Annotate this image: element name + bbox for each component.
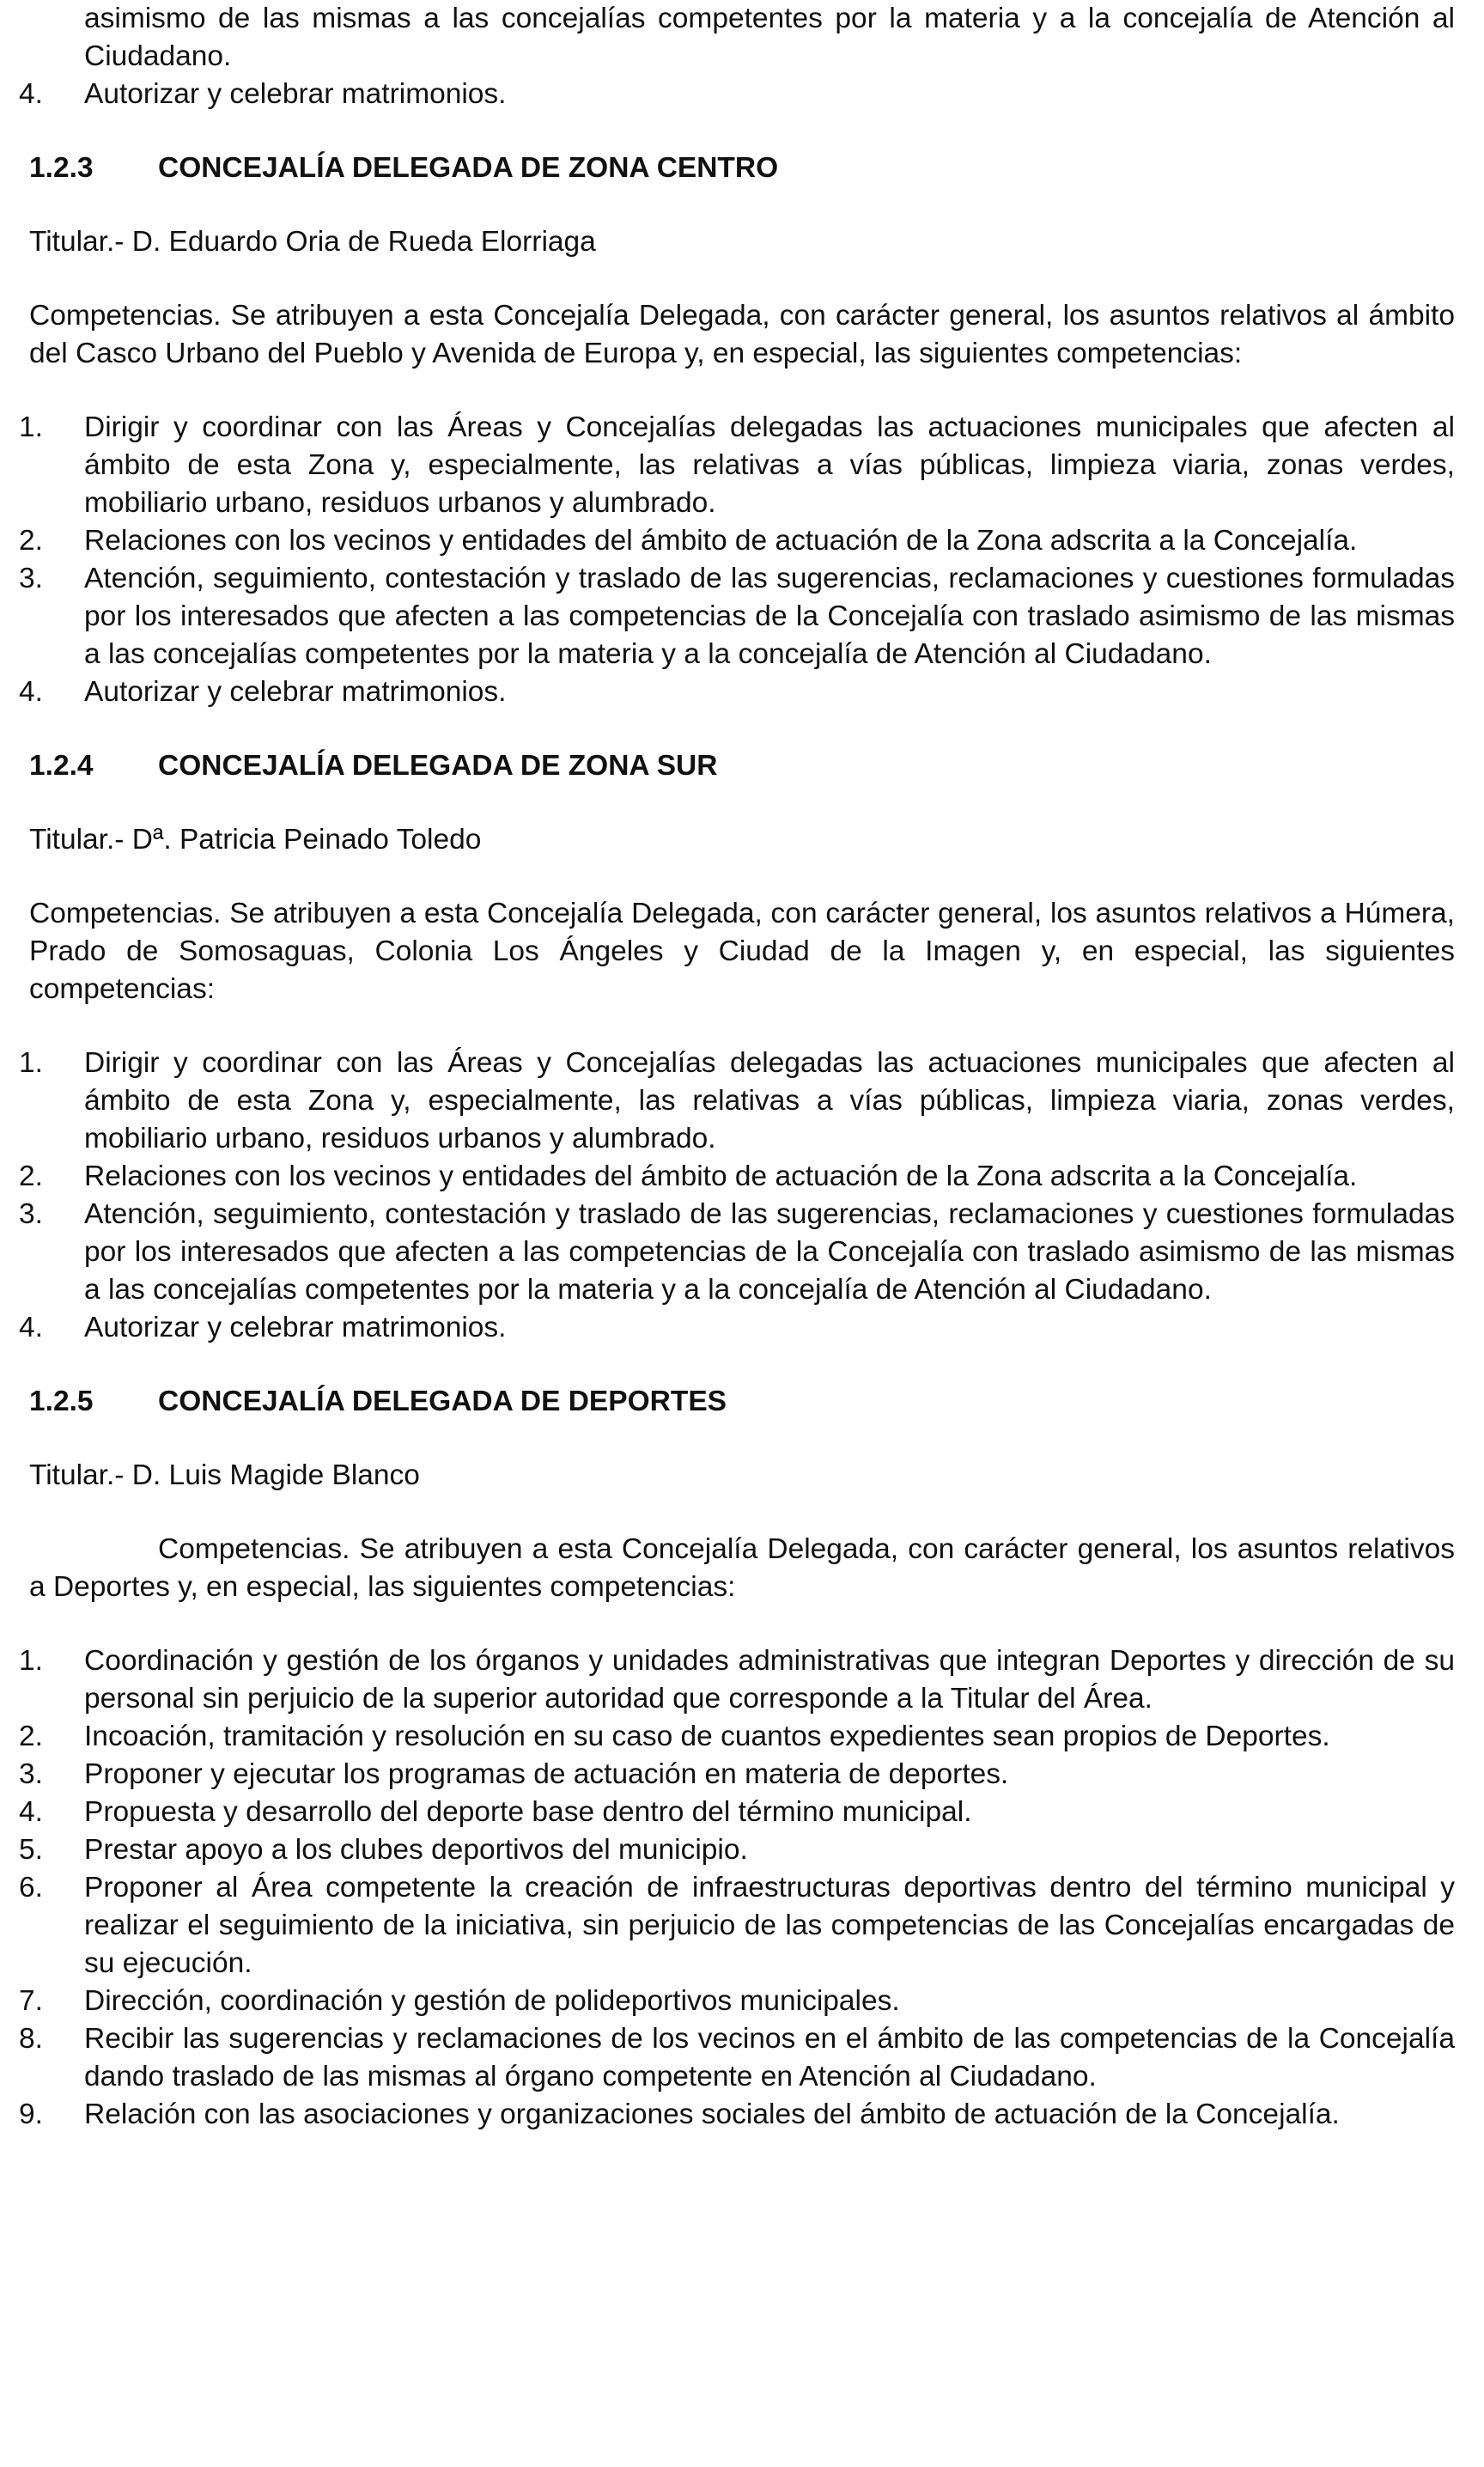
item-number: 7. <box>19 1985 43 2017</box>
item-text: Proponer al Área competente la creación de infraestructuras deportivas dentro del término municipal y realizar el seguimiento de la iniciativa, sin perjuicio de las competencias de las Concejalías encargadas de su ejecución. <box>84 1872 1455 1979</box>
section-heading <box>29 747 1455 785</box>
item-text: Atención, seguimiento, contestación y traslado de las sugerencias, reclamaciones y cuestiones formuladas por los interesados que afecten a las competencias de la Concejalía con traslado asimismo de las mismas a las concejalías competentes por la materia y a la concejalía de Atención al Ciudadano. <box>84 1198 1455 1306</box>
list-item <box>19 522 1455 560</box>
list-item <box>19 2020 1455 2096</box>
section-title: CONCEJALÍA DELEGADA DE DEPORTES <box>158 1386 727 1417</box>
continuation-list <box>19 0 1455 113</box>
item-number: 2. <box>19 1160 43 1192</box>
competencias-list <box>19 1045 1455 1347</box>
list-item <box>19 1831 1455 1869</box>
titular: Titular.- D. Luis Magide Blanco <box>29 1459 420 1491</box>
section-title: CONCEJALÍA DELEGADA DE ZONA CENTRO <box>158 152 779 184</box>
list-item <box>19 2096 1455 2134</box>
item-text: Relaciones con los vecinos y entidades del ámbito de actuación de la Zona adscrita a la Concejalía. <box>84 525 1358 557</box>
list-item <box>19 1309 1455 1347</box>
item-text: Recibir las sugerencias y reclamaciones de los vecinos en el ámbito de las competencias de la Concejalía dando traslado de las mismas al órgano competente en Atención al Ciudadano. <box>84 2023 1455 2092</box>
item-text: Prestar apoyo a los clubes deportivos del municipio. <box>84 1834 748 1866</box>
list-item <box>19 1718 1455 1756</box>
item-text: Autorizar y celebrar matrimonios. <box>84 1312 507 1343</box>
item-number: 9. <box>19 2098 43 2130</box>
item-number: 4. <box>19 676 43 708</box>
item-text: Atención, seguimiento, contestación y traslado de las sugerencias, reclamaciones y cuestiones formuladas por los interesados que afecten a las competencias de la Concejalía con traslado asimismo de las mismas a las concejalías competentes por la materia y a la concejalía de Atención al Ciudadano. <box>84 563 1455 670</box>
item-number: 4. <box>19 78 43 110</box>
section-number: 1.2.4 <box>29 750 94 782</box>
continuation-text: asimismo de las mismas a las concejalías competentes por la materia y a la concejalía de Atención al Ciudadano. <box>84 3 1455 72</box>
list-item <box>19 1794 1455 1831</box>
item-number: 5. <box>19 1834 43 1866</box>
item-number: 1. <box>19 1047 43 1079</box>
item-number: 4. <box>19 1312 43 1343</box>
list-item <box>19 1196 1455 1309</box>
item-text: Dirigir y coordinar con las Áreas y Concejalías delegadas las actuaciones municipales que afecten al ámbito de esta Zona y, especialmente, las relativas a vías públicas, limpieza viaria, zonas verdes, mobiliario urbano, residuos urbanos y alumbrado. <box>84 1047 1455 1154</box>
competencias-intro: Competencias. Se atribuyen a esta Concejalía Delegada, con carácter general, los asuntos relativos a Deportes y, en especial, las siguientes competencias: <box>29 1533 1455 1603</box>
competencias-intro: Competencias. Se atribuyen a esta Concejalía Delegada, con carácter general, los asuntos relativos a Húmera, Prado de Somosaguas, Colonia Los Ángeles y Ciudad de la Imagen y, en especial, las siguientes competencias: <box>29 898 1455 1005</box>
section-title: CONCEJALÍA DELEGADA DE ZONA SUR <box>158 750 718 782</box>
item-number: 1. <box>19 411 43 443</box>
item-number: 3. <box>19 1198 43 1230</box>
list-item <box>19 1983 1455 2020</box>
item-number: 8. <box>19 2023 43 2055</box>
item-text: Incoación, tramitación y resolución en su caso de cuantos expedientes sean propios de Deportes. <box>84 1721 1330 1752</box>
titular: Titular.- D. Eduardo Oria de Rueda Elorriaga <box>29 226 596 258</box>
item-number: 6. <box>19 1872 43 1904</box>
section-heading <box>29 1383 1455 1421</box>
item-text: Relaciones con los vecinos y entidades del ámbito de actuación de la Zona adscrita a la Concejalía. <box>84 1160 1358 1192</box>
item-text: Dirección, coordinación y gestión de polideportivos municipales. <box>84 1985 900 2017</box>
list-item <box>19 76 1455 113</box>
item-number: 3. <box>19 563 43 594</box>
item-number: 4. <box>19 1796 43 1828</box>
item-text: Coordinación y gestión de los órganos y unidades administrativas que integran Deportes y dirección de su personal sin perjuicio de la superior autoridad que corresponde a la Titular del Área. <box>84 1645 1455 1715</box>
item-text: Autorizar y celebrar matrimonios. <box>84 78 507 110</box>
continuation-item <box>29 0 1455 76</box>
competencias-intro: Competencias. Se atribuyen a esta Concejalía Delegada, con carácter general, los asuntos relativos al ámbito del Casco Urbano del Pueblo y Avenida de Europa y, en especial, las siguientes competencias: <box>29 300 1455 369</box>
section-heading <box>29 149 1455 187</box>
section-number: 1.2.5 <box>29 1386 94 1417</box>
item-number: 1. <box>19 1645 43 1677</box>
competencias-list <box>19 1642 1455 2134</box>
item-text: Dirigir y coordinar con las Áreas y Concejalías delegadas las actuaciones municipales que afecten al ámbito de esta Zona y, especialmente, las relativas a vías públicas, limpieza viaria, zonas verdes, mobiliario urbano, residuos urbanos y alumbrado. <box>84 411 1455 519</box>
item-text: Proponer y ejecutar los programas de actuación en materia de deportes. <box>84 1758 1009 1790</box>
item-text: Propuesta y desarrollo del deporte base dentro del término municipal. <box>84 1796 972 1828</box>
item-text: Autorizar y celebrar matrimonios. <box>84 676 507 708</box>
titular: Titular.- Dª. Patricia Peinado Toledo <box>29 824 482 856</box>
list-item <box>19 1756 1455 1794</box>
item-number: 2. <box>19 1721 43 1752</box>
list-item <box>19 1869 1455 1983</box>
list-item <box>19 673 1455 711</box>
list-item <box>19 560 1455 673</box>
section-number: 1.2.3 <box>29 152 94 184</box>
list-item <box>19 1158 1455 1196</box>
competencias-list <box>19 409 1455 711</box>
list-item <box>19 409 1455 522</box>
item-number: 2. <box>19 525 43 557</box>
item-text: Relación con las asociaciones y organizaciones sociales del ámbito de actuación de la Concejalía. <box>84 2098 1340 2130</box>
list-item <box>19 1642 1455 1718</box>
item-number: 3. <box>19 1758 43 1790</box>
list-item <box>19 1045 1455 1158</box>
